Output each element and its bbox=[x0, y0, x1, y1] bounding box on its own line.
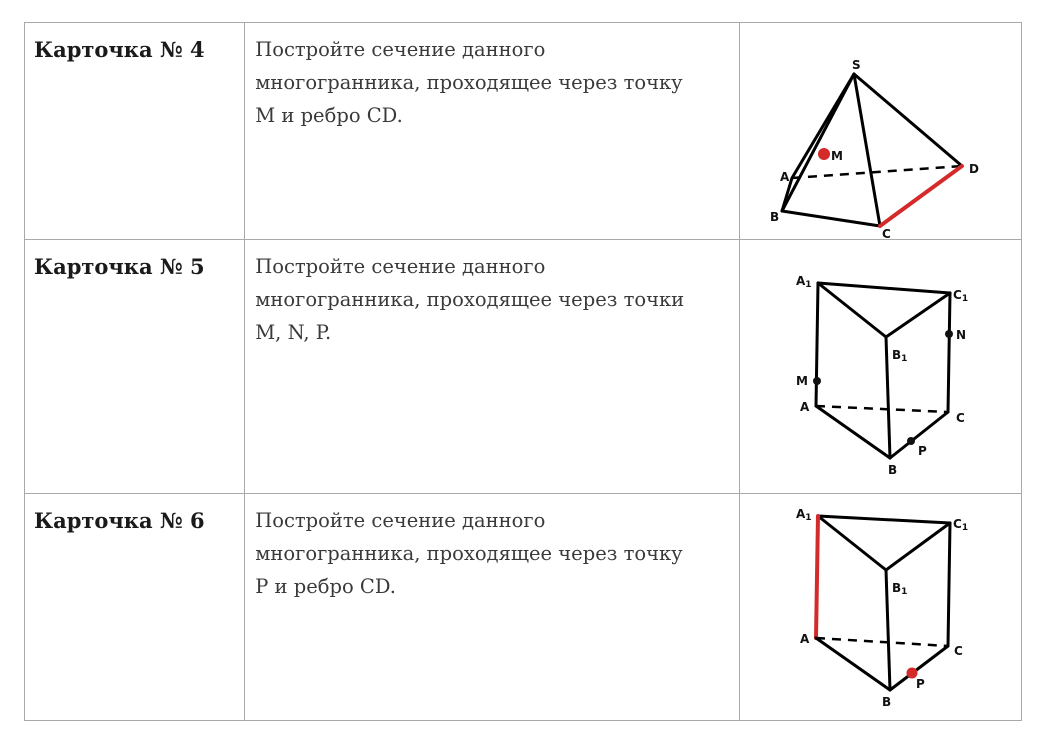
task-line: Постройте сечение данного bbox=[255, 255, 546, 278]
edge-BB1 bbox=[886, 570, 890, 690]
card-task-text bbox=[245, 240, 738, 349]
vertex-label-A1: A1 bbox=[795, 274, 812, 290]
edge-SC bbox=[854, 74, 880, 226]
edge-AB bbox=[816, 406, 890, 458]
edge-CC1 bbox=[948, 293, 950, 412]
card-title-cell bbox=[25, 240, 245, 494]
vertex-label-B1: B1 bbox=[891, 581, 908, 597]
card-title: Карточка № 5 bbox=[34, 254, 205, 279]
vertex-label-C: C bbox=[955, 411, 965, 425]
task-line: Постройте сечение данного bbox=[255, 509, 546, 532]
edge-SB bbox=[779, 74, 854, 211]
edge-A1B1 bbox=[818, 283, 886, 337]
edge-AA1-highlight bbox=[816, 516, 818, 638]
edge-B1C1 bbox=[886, 523, 950, 570]
edge-BC bbox=[782, 211, 880, 226]
vertex-label-C: C bbox=[881, 227, 891, 239]
card-title-cell bbox=[25, 494, 245, 721]
vertex-label-A: A bbox=[779, 170, 789, 184]
point-N-marker bbox=[945, 330, 953, 338]
card-figure-cell bbox=[739, 23, 1021, 240]
point-label-N: N bbox=[955, 328, 966, 342]
pyramid-figure bbox=[740, 23, 1022, 239]
card-task-cell bbox=[245, 240, 739, 494]
card-task-cell bbox=[245, 494, 739, 721]
edge-CD-highlight bbox=[880, 166, 962, 226]
card-row-6 bbox=[25, 494, 1022, 721]
vertex-label-S: S bbox=[851, 58, 861, 72]
card-title: Карточка № 4 bbox=[34, 37, 205, 62]
vertex-label-A: A bbox=[799, 632, 809, 646]
vertex-label-A1: A1 bbox=[795, 507, 812, 523]
edge-BB1 bbox=[886, 337, 890, 458]
task-line: многогранника, проходящее через точки bbox=[255, 288, 685, 311]
cards-table bbox=[24, 22, 1022, 721]
task-line: P и ребро CD. bbox=[255, 575, 396, 598]
prism-figure bbox=[740, 494, 1022, 720]
card-title: Карточка № 6 bbox=[34, 508, 205, 533]
task-line: M и ребро CD. bbox=[255, 104, 403, 127]
vertex-label-C1: C1 bbox=[952, 517, 968, 533]
vertex-label-C1: C1 bbox=[952, 288, 968, 304]
point-label-M: M bbox=[830, 149, 843, 163]
card-task-cell bbox=[245, 23, 739, 240]
edge-B1C1 bbox=[886, 293, 950, 337]
card-task-text bbox=[245, 23, 738, 132]
point-M-marker bbox=[818, 148, 830, 160]
edge-CC1 bbox=[948, 523, 950, 646]
edge-AA1 bbox=[816, 283, 818, 406]
vertex-label-B: B bbox=[881, 695, 891, 709]
vertex-label-C: C bbox=[953, 644, 963, 658]
task-line: M, N, P. bbox=[255, 321, 332, 344]
task-line: Постройте сечение данного bbox=[255, 38, 546, 61]
point-label-M: M bbox=[795, 374, 808, 388]
task-line: многогранника, проходящее через точку bbox=[255, 71, 683, 94]
card-task-text bbox=[245, 494, 738, 603]
card-figure-cell bbox=[739, 494, 1021, 721]
vertex-label-B1: B1 bbox=[891, 348, 908, 364]
edge-AD-hidden bbox=[792, 166, 962, 178]
task-line: многогранника, проходящее через точку bbox=[255, 542, 683, 565]
card-row-4 bbox=[25, 23, 1022, 240]
prism-figure bbox=[740, 240, 1022, 493]
point-P-marker bbox=[907, 437, 915, 445]
card-row-5 bbox=[25, 240, 1022, 494]
card-figure-cell bbox=[739, 240, 1021, 494]
vertex-label-A: A bbox=[799, 400, 809, 414]
point-label-P: P bbox=[917, 444, 927, 458]
point-M-marker bbox=[813, 377, 821, 385]
edge-AC-hidden bbox=[816, 406, 948, 412]
vertex-label-B: B bbox=[769, 210, 779, 224]
edge-A1C1 bbox=[818, 516, 950, 523]
vertex-label-D: D bbox=[968, 162, 979, 176]
edge-A1C1 bbox=[818, 283, 950, 293]
edge-A1B1 bbox=[818, 516, 886, 570]
edge-SD bbox=[854, 74, 962, 166]
vertex-label-B: B bbox=[887, 463, 897, 477]
edge-AC-hidden bbox=[816, 638, 948, 646]
point-label-P: P bbox=[915, 677, 925, 691]
edge-AB bbox=[816, 638, 890, 690]
card-title-cell bbox=[25, 23, 245, 240]
